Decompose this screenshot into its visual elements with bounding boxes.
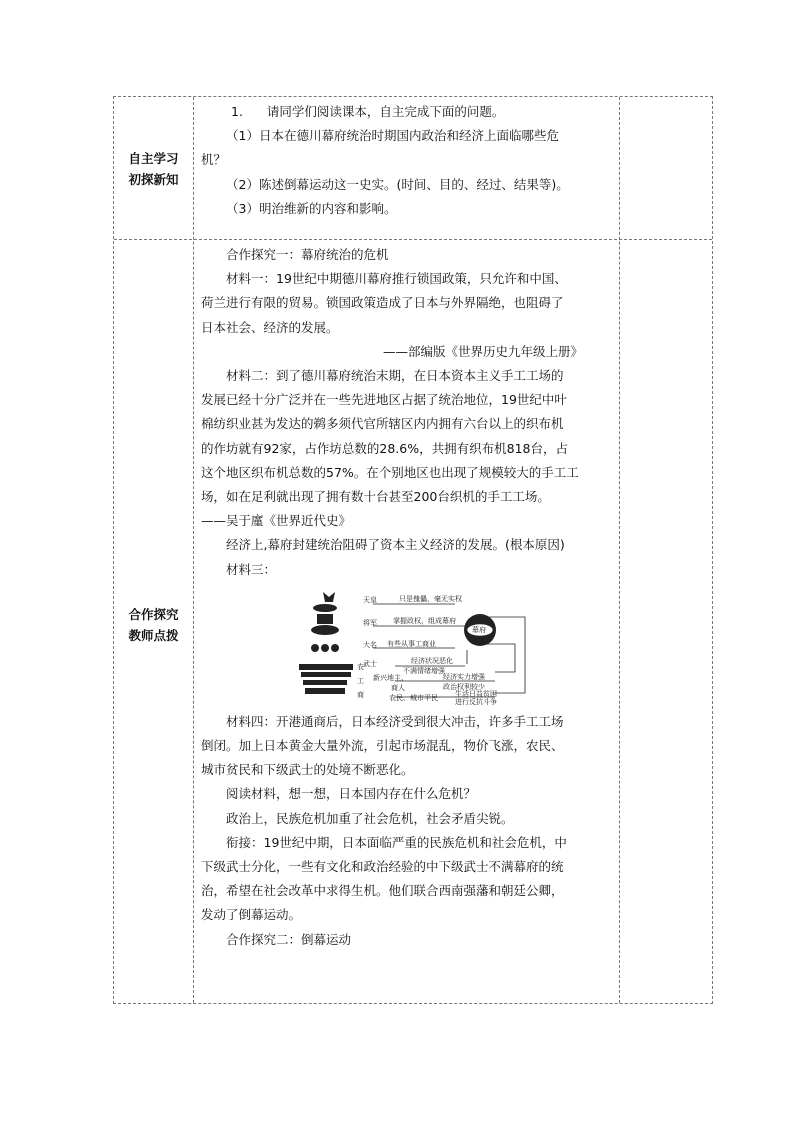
material-4: 材料四：开港通商后，日本经济受到很大冲击，许多手工工场 <box>226 713 564 729</box>
question-3: （3）明治维新的内容和影响。 <box>226 200 397 216</box>
emperor-figure <box>323 592 335 602</box>
material-3-label: 材料三： <box>226 561 277 577</box>
material-1-source: ——部编版《世界历史九年级上册》 <box>382 343 583 359</box>
heading-explore-1: 合作探究一：幕府统治的危机 <box>226 247 389 262</box>
material-1: 材料一：19世纪中期德川幕府推行锁国政策，只允许和中国、 <box>226 271 567 287</box>
question-1: （1）日本在德川幕府统治时期国内政治和经济上面临哪些危 <box>226 128 559 144</box>
samurai-figures <box>299 664 353 677</box>
material-2: 材料二：到了德川幕府统治末期，在日本资本主义手工工场的 <box>226 368 564 384</box>
row-label-self-study: 自主学习 初探新知 <box>128 151 179 187</box>
cooperation-content: 合作探究一：幕府统治的危机 材料一：19世纪中期德川幕府推行锁国政策，只允许和中国、 荷兰进行有限的贸易。锁国政策造成了日本与外界隔绝，也阻碍了 日本社会、经济的发展。 ——部编版《世界历史九年级上册》 材料二：到了德川幕府统治末期，在日本资本主义手工工场的 发展已经十分广泛并在一些先进地区占据了统治地位，19世纪中叶 棉纺织业甚为发达的鹈多须代官所辖区内内拥有六台以上的织布机 的作坊就有92家，占作坊总数的28.6%，共拥有织布机818台，占 这个地区织布机总数的57%。在个别地区也出现了规模较大的手工工 场，如在足利就出现了拥有数十台甚至200台织机的手工工场。 ——吴于廑《世界近代史》 经济上,幕府封建统治阻碍了资本主义经济的发展。(根本原因) 材料三： 天皇 只是傀儡，毫无实权 将军 掌握政权，组成幕府 大名 有些从事工商业 幕府 武士 经济状况恶化 不满情绪增强 新兴地主、 商人 经济实力增强 政治权利较少 农民、城市平民 生活日益贫困 进行反抗斗争 农 工 商 材料四：开港通商后，日本经济受到很大冲击，许多手工工场 倒闭。加上日本黄金大量外流，引起市场混乱，物价飞涨，农民、 城市贫民和下级武士的处境不断恶化。 阅读材料，想一想，日本国内存在什么危机？ 政治上，民族危机加重了社会危机，社会矛盾尖锐。 衔接：19世纪中期，日本面临严重的民族危机和社会危机，中 下级武士分化，一些有文化和政治经验的中下级武士不满幕府的统 治，希望在社会改革中求得生机。他们联合西南强藩和朝廷公卿， 发动了倒幕运动。 合作探究二：倒幕运动 <box>201 243 613 952</box>
economy-conclusion: 经济上,幕府封建统治阻碍了资本主义经济的发展。(根本原因) <box>226 537 565 553</box>
column-divider <box>193 97 194 1003</box>
commoner-figures <box>303 680 347 694</box>
politics-conclusion: 政治上，民族危机加重了社会危机，社会矛盾尖锐。 <box>226 810 514 826</box>
row-divider <box>114 239 712 240</box>
lesson-plan-table <box>113 96 713 1004</box>
column-divider <box>619 97 620 1003</box>
transition-text: 衔接：19世纪中期，日本面临严重的民族危机和社会危机，中 <box>226 834 567 850</box>
social-structure-diagram: 天皇 只是傀儡，毫无实权 将军 掌握政权，组成幕府 大名 有些从事工商业 幕府 武士 经济状况恶化 不满情绪增强 新兴地主、 商人 经济实力增强 政治权利较少 农民、城市平民 生活日益贫困 进行反抗斗争 农 工 商 <box>295 590 533 702</box>
self-study-content <box>201 100 613 221</box>
reading-question: 阅读材料，想一想，日本国内存在什么危机？ <box>226 786 477 802</box>
intro-line: 1. 请同学们阅读课本，自主完成下面的问题。 <box>231 104 505 119</box>
material-2-source: ——吴于廑《世界近代史》 <box>201 513 352 529</box>
daimyo-figure <box>311 644 319 652</box>
heading-explore-2: 合作探究二：倒幕运动 <box>226 931 352 947</box>
shogun-figure <box>317 614 333 624</box>
question-1-cont: 机？ <box>201 152 227 168</box>
row-label-cooperation: 合作探究 教师点拨 <box>128 607 179 643</box>
question-2: （2）陈述倒幕运动这一史实。(时间、目的、经过、结果等)。 <box>226 176 569 192</box>
